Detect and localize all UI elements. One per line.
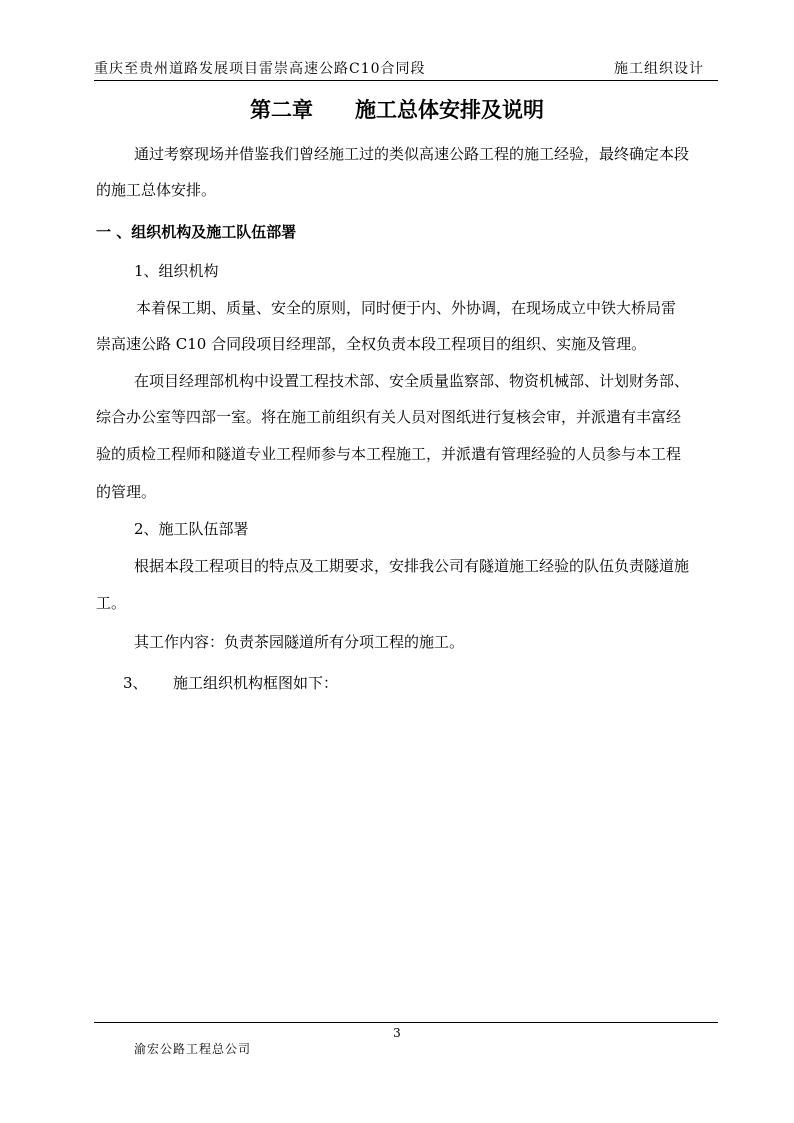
paragraph-2-line-1: 在项目经理部机构中设置工程技术部、安全质量监察部、物资机械部、计划财务部、	[134, 372, 690, 390]
paragraph-1-line-1: 本着保工期、质量、安全的原则，同时便于内、外协调，在现场成立中铁大桥局雷	[136, 299, 677, 317]
paragraph-3-line-1: 根据本段工程项目的特点及工期要求，安排我公司有隧道施工经验的队伍负责隧道施	[134, 557, 690, 575]
paragraph-3-line-2: 工。	[96, 594, 127, 612]
paragraph-1-line-2: 崇高速公路 C10 合同段项目经理部，全权负责本段工程项目的组织、实施及管理。	[96, 335, 647, 353]
paragraph-2-line-4: 的管理。	[96, 483, 157, 501]
page-number: 3	[393, 1026, 401, 1040]
intro-line-1: 通过考察现场并借鉴我们曾经施工过的类似高速公路工程的施工经验，最终确定本段	[134, 145, 690, 163]
page-header	[94, 58, 718, 80]
subsection-heading-3: 施工组织机构框图如下：	[173, 674, 339, 692]
paragraph-2-line-3: 验的质检工程师和隧道专业工程师参与本工程施工，并派遣有管理经验的人员参与本工程	[96, 445, 682, 463]
subsection-heading-2: 2、施工队伍部署	[134, 520, 249, 538]
paragraph-2-line-2: 综合办公室等四部一室。将在施工前组织有关人员对图纸进行复核会审，并派遣有丰富经	[96, 408, 682, 426]
subsection-heading-1: 1、组织机构	[134, 262, 219, 280]
header-divider	[94, 80, 718, 81]
subsection-number-3: 3、	[123, 674, 148, 692]
footer-company: 渝宏公路工程总公司	[134, 1042, 252, 1056]
header-project-title: 重庆至贵州道路发展项目雷崇高速公路C10合同段	[94, 61, 426, 77]
footer-divider	[94, 1022, 718, 1023]
chapter-title: 第二章 施工总体安排及说明	[250, 97, 544, 122]
header-doc-type: 施工组织设计	[614, 61, 704, 77]
section-heading-1: 一 、组织机构及施工队伍部署	[96, 223, 297, 241]
paragraph-4-line-1: 其工作内容：负责茶园隧道所有分项工程的施工。	[134, 633, 465, 651]
intro-line-2: 的施工总体安排。	[96, 181, 217, 199]
